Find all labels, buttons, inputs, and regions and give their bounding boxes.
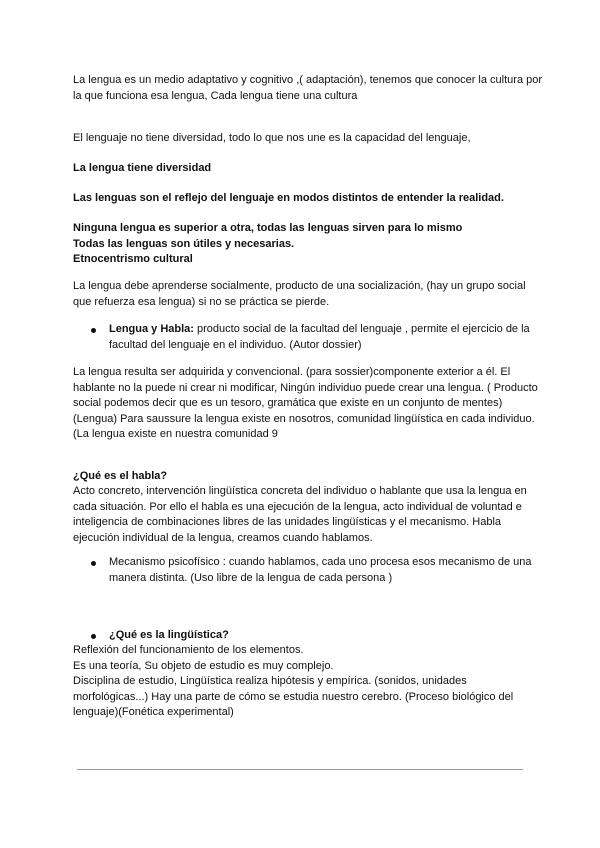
heading-group-equality (73, 221, 543, 268)
heading-etnocentrismo: Etnocentrismo cultural (73, 253, 193, 265)
bullet-dot-icon (91, 328, 96, 333)
bullet-mecanismo (91, 555, 543, 586)
adquirida-text: La lengua resulta ser adquirida y convencional. (para sossier)componente exterior a él. El hablante no la puede ni crear ni modificar, Ningún individuo puede crear una lengua. ( Producto social podemos decir que es un tesoro, gramática que existe en un conjunto de mentes) (Lengua) Para saussure la lengua existe en nosotros, comunidad lingüística en cada individuo. (La lengua existe en nuestra comunidad 9 (73, 366, 538, 440)
adquirida-paragraph (73, 365, 543, 443)
heading-lengua-diversidad: La lengua tiene diversidad (73, 162, 212, 174)
bullet-lengua-habla (91, 322, 543, 353)
bullet-que-es-linguistica-text: ¿Qué es la lingüística? (109, 629, 229, 641)
bullet-mecanismo-text: Mecanismo psicofísico : cuando hablamos, cada uno procesa esos mecanismo de una manera distinta. (Uso libre de la lengua de cada persona ) (109, 556, 532, 584)
habla-text: Acto concreto, intervención lingüística concreta del individuo o hablante que usa la lengua en cada situación. Por ello el habla es una ejecución de la lengua, acto individual de voluntad e inteligencia de combinaciones libres de las unidades lingüísticas y el mecanismo. Habla ejecución individual de la lengua, creamos cuando hablamos. (73, 485, 527, 544)
bullet-dot-icon (91, 634, 96, 639)
habla-paragraph (73, 484, 543, 546)
bullet-lengua-habla-label: Lengua y Habla: (109, 323, 194, 335)
intro-paragraph (73, 73, 543, 104)
social-learning-text: La lengua debe aprenderse socialmente, producto de una socialización, (hay un grupo social que refuerza esa lengua) si no se práctica se pierde. (73, 280, 526, 308)
social-learning-paragraph (73, 279, 543, 310)
heading-todas-lenguas: Todas las lenguas son útiles y necesarias. (73, 237, 295, 250)
language-diversity-text: El lenguaje no tiene diversidad, todo lo que nos une es la capacidad del lenguaje, (73, 132, 471, 144)
linguistica-paragraph (73, 643, 543, 721)
heading-que-es-habla: ¿Qué es el habla? (73, 470, 168, 482)
heading-ninguna-lengua: Ninguna lengua es superior a otra, todas las lenguas sirven para lo mismo (73, 222, 463, 234)
language-diversity-paragraph (73, 131, 543, 147)
intro-text: La lengua es un medio adaptativo y cognitivo ,( adaptación), tenemos que conocer la cultura por la que funciona esa lengua, Cada lengua tiene una cultura (73, 74, 543, 102)
linguistica-line-1: Reflexión del funcionamiento de los elementos. (73, 644, 304, 656)
bullet-dot-icon (91, 561, 96, 566)
linguistica-line-2: Es una teoría, Su objeto de estudio es muy complejo. (73, 659, 334, 672)
heading-reflejo-lenguaje: Las lenguas son el reflejo del lenguaje en modos distintos de entender la realidad. (73, 192, 504, 204)
bullet-lengua-habla-text: producto social de la facultad del lenguaje , permite el ejercicio de la facultad del lenguaje en el individuo. (Autor dossier) (109, 323, 530, 351)
footer-divider (77, 769, 523, 770)
linguistica-line-3: Disciplina de estudio, Lingüística realiza hipótesis y empírica. (sonidos, unidades morfológicas...) Hay una parte de cómo se estudia nuestro cerebro. (Proceso biológico del lenguaje)(Fonética experimental) (73, 675, 514, 718)
bullet-que-es-linguistica (91, 628, 543, 644)
